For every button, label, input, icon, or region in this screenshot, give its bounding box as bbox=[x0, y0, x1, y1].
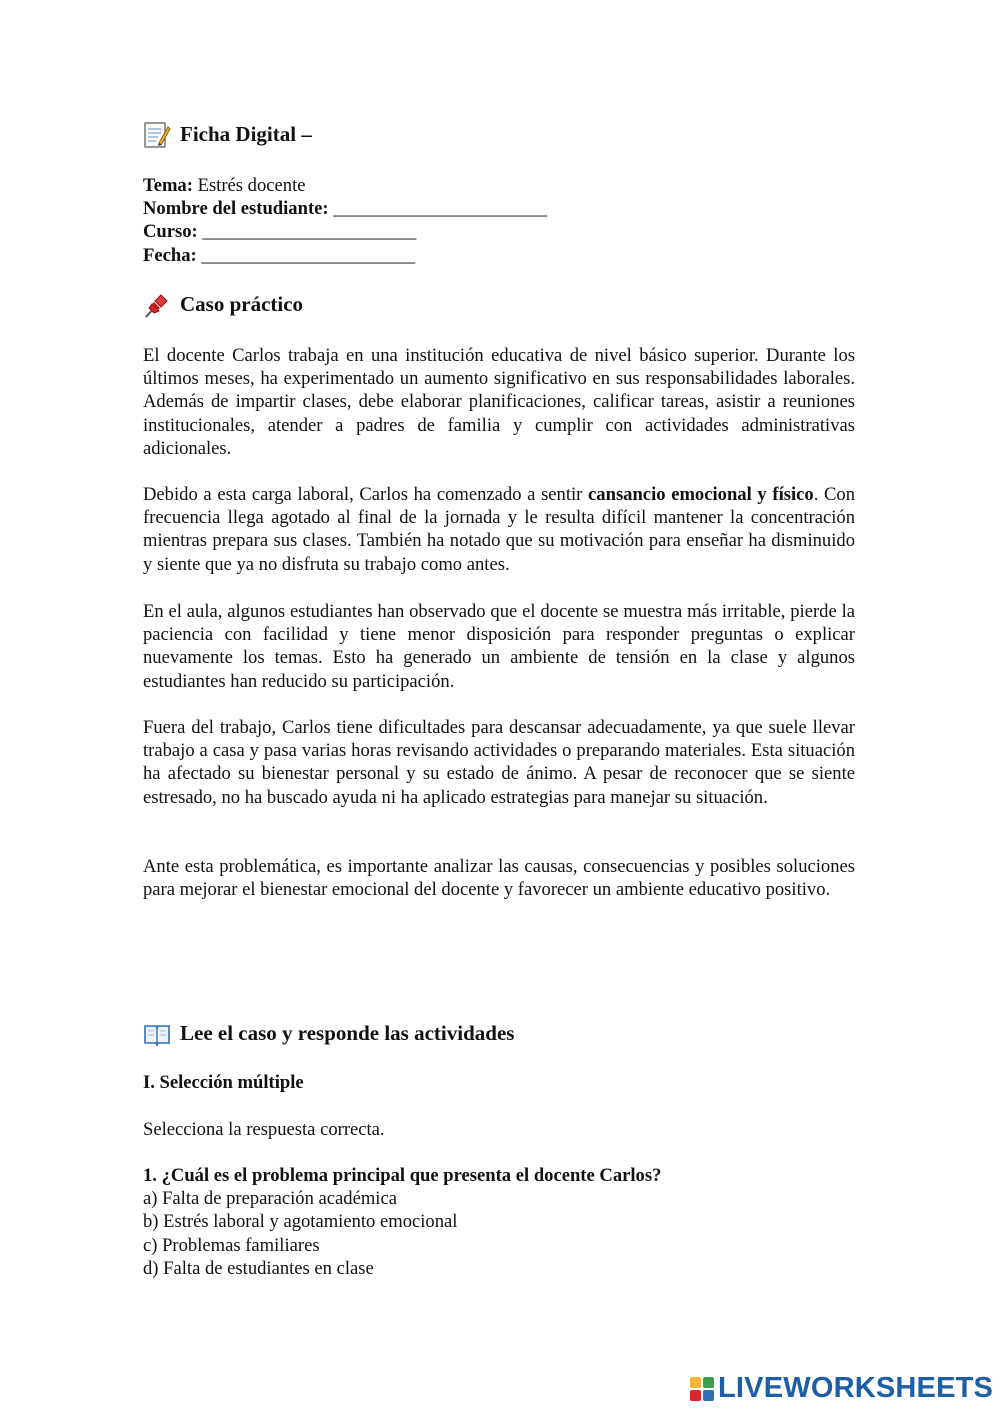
liveworksheets-logo bbox=[690, 1372, 993, 1406]
field-label: Fecha: bbox=[143, 244, 202, 266]
course-blank[interactable]: _______________________ bbox=[202, 221, 417, 243]
name-blank[interactable]: _______________________ bbox=[333, 198, 548, 220]
option-b[interactable]: b) Estrés laboral y agotamiento emocional bbox=[143, 1211, 458, 1233]
paragraph-text: . Con frecuencia llega agotado al final de la jornada y le resulta difícil mantener la concentración mientras prepara sus clases. También ha notado que su motivación para enseñar ha disminuido y siente que ya no disfruta su trabajo como antes. bbox=[143, 484, 855, 575]
memo-icon bbox=[143, 121, 171, 149]
paragraph-text: Debido a esta carga laboral, Carlos ha comenzado a sentir bbox=[143, 484, 589, 505]
caso-paragraph-5: Ante esta problemática, es importante analizar las causas, consecuencias y posibles soluciones para mejorar el bienestar emocional del docente y favorecer un ambiente educativo positivo. bbox=[143, 856, 855, 901]
option-a[interactable]: a) Falta de preparación académica bbox=[143, 1188, 397, 1210]
caso-paragraph-1: El docente Carlos trabaja en una institución educativa de nivel básico superior. Durante los últimos meses, ha experimentado un aumento significativo en sus responsabilidades laborales. Además de impartir clases, debe elaborar planificaciones, calificar tareas, asistir a reuniones institucionales, atender a padres de familia y cumplir con actividades administrativas adicionales. bbox=[143, 345, 855, 459]
open-book-icon bbox=[143, 1020, 171, 1048]
caso-paragraph-2 bbox=[143, 483, 855, 576]
question-text: 1. ¿Cuál es el problema principal que presenta el docente Carlos? bbox=[143, 1165, 662, 1186]
ficha-title-text: Ficha Digital – bbox=[180, 122, 312, 147]
header-fields bbox=[143, 174, 855, 267]
logo-text: LIVEWORKSHEETS bbox=[718, 1372, 994, 1405]
question-1 bbox=[143, 1164, 855, 1280]
ficha-title bbox=[143, 121, 312, 149]
field-label: Curso: bbox=[143, 221, 203, 243]
caso-paragraph-4: Fuera del trabajo, Carlos tiene dificultades para descansar adecuadamente, ya que suele llevar trabajo a casa y pasa varias horas revisando actividades o preparando materiales. Esta situación ha afectado su bienestar personal y su estado de ánimo. A pesar de reconocer que se siente estresado, no ha buscado ayuda ni ha aplicado estrategias para manejar su situación. bbox=[143, 717, 855, 808]
actividades-heading-text: Lee el caso y responde las actividades bbox=[180, 1021, 515, 1046]
field-value: Estrés docente bbox=[192, 175, 306, 196]
field-tema bbox=[143, 174, 855, 197]
field-label: Nombre del estudiante: bbox=[143, 198, 334, 220]
section-title-text: I. Selección múltiple bbox=[143, 1072, 304, 1093]
field-fecha bbox=[143, 244, 855, 267]
option-c[interactable]: c) Problemas familiares bbox=[143, 1234, 320, 1256]
field-label: Tema: bbox=[143, 175, 193, 196]
field-curso bbox=[143, 220, 855, 243]
logo-blocks-icon bbox=[690, 1377, 714, 1401]
caso-paragraph-3: En el aula, algunos estudiantes han observado que el docente se muestra más irritable, pierde la paciencia con facilidad y tiene menor disposición para responder preguntas o explicar nuevamente los temas. Esto ha generado un ambiente de tensión en la clase y algunos estudiantes han reducido su participación. bbox=[143, 601, 855, 692]
instruction-text: Selecciona la respuesta correcta. bbox=[143, 1119, 385, 1140]
date-blank[interactable]: _______________________ bbox=[201, 244, 416, 266]
caso-heading bbox=[143, 291, 303, 319]
option-d[interactable]: d) Falta de estudiantes en clase bbox=[143, 1257, 374, 1279]
paragraph-bold-text: cansancio emocional y físico bbox=[588, 484, 814, 505]
field-nombre bbox=[143, 197, 855, 220]
section-title bbox=[143, 1071, 855, 1094]
pushpin-icon bbox=[143, 291, 171, 319]
actividades-heading bbox=[143, 1020, 514, 1048]
caso-heading-text: Caso práctico bbox=[180, 292, 304, 317]
